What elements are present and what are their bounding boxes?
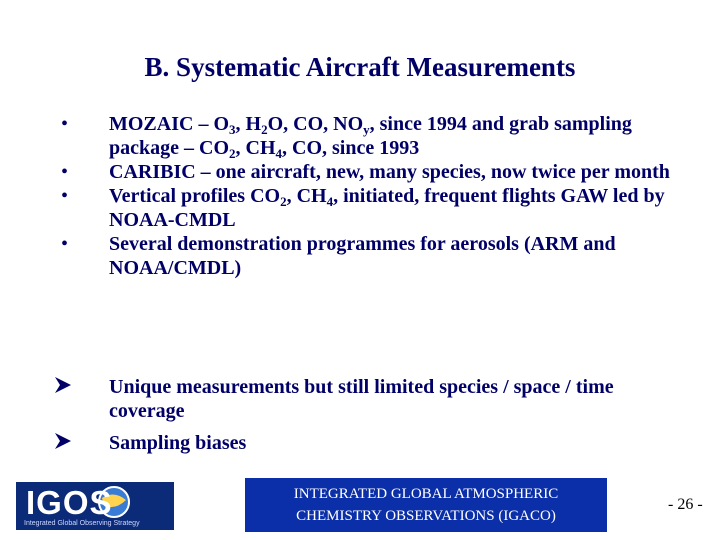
bullet-text: O, CO, NO [267, 113, 364, 135]
bullet-marker: • [61, 185, 69, 207]
arrow-list [54, 375, 694, 463]
bullet-marker: • [61, 161, 69, 183]
arrow-item-sampling-biases [54, 431, 694, 455]
footer-banner [245, 478, 607, 532]
bullet-text: Several demonstration programmes for aerosols (ARM and NOAA/CMDL) [109, 233, 616, 279]
bullet-text: Vertical profiles CO [109, 185, 281, 207]
bullet-marker: • [61, 233, 69, 255]
bullet-text: , CO, since 1993 [282, 137, 420, 159]
bullet-list [54, 112, 694, 280]
arrow-item-unique-measurements [54, 375, 694, 423]
slide-title: B. Systematic Aircraft Measurements [144, 52, 576, 82]
bullet-text: , CH [235, 137, 276, 159]
subscript: 4 [326, 194, 334, 209]
igos-logo [16, 482, 174, 530]
bullet-text: MOZAIC – O [109, 113, 229, 135]
subscript: y [363, 122, 370, 137]
arrow-bullet-icon [54, 431, 72, 457]
subscript: 4 [275, 146, 282, 161]
footer-line-2: CHEMISTRY OBSERVATIONS (IGACO) [296, 508, 556, 524]
bullet-text: , since 1994 and grab sampling package – CO [109, 113, 632, 159]
footer-line-1: INTEGRATED GLOBAL ATMOSPHERIC [293, 486, 559, 502]
logo-text: IGOS [26, 484, 113, 521]
subscript: 2 [261, 122, 268, 137]
bullet-text: , initiated, frequent flights GAW led by NOAA-CMDL [109, 185, 665, 231]
arrow-text: Unique measurements but still limited species / space / time coverage [109, 376, 614, 422]
bullet-item-aerosols [54, 232, 694, 280]
arrow-text: Sampling biases [109, 432, 247, 454]
bullet-item-caribic [54, 160, 694, 184]
page-number: - 26 - [668, 496, 703, 513]
logo-subtitle: Integrated Global Observing Strategy [24, 520, 140, 527]
bullet-text: CARIBIC – one aircraft, new, many species, now twice per month [109, 161, 670, 183]
subscript: 3 [229, 122, 236, 137]
bullet-item-mozaic [54, 112, 694, 160]
subscript: 2 [229, 146, 236, 161]
subscript: 2 [280, 194, 287, 209]
bullet-text: , CH [286, 185, 327, 207]
bullet-text: , H [235, 113, 262, 135]
arrow-bullet-icon [54, 375, 72, 401]
bullet-marker: • [61, 113, 69, 135]
bullet-item-vertical-profiles [54, 184, 694, 232]
